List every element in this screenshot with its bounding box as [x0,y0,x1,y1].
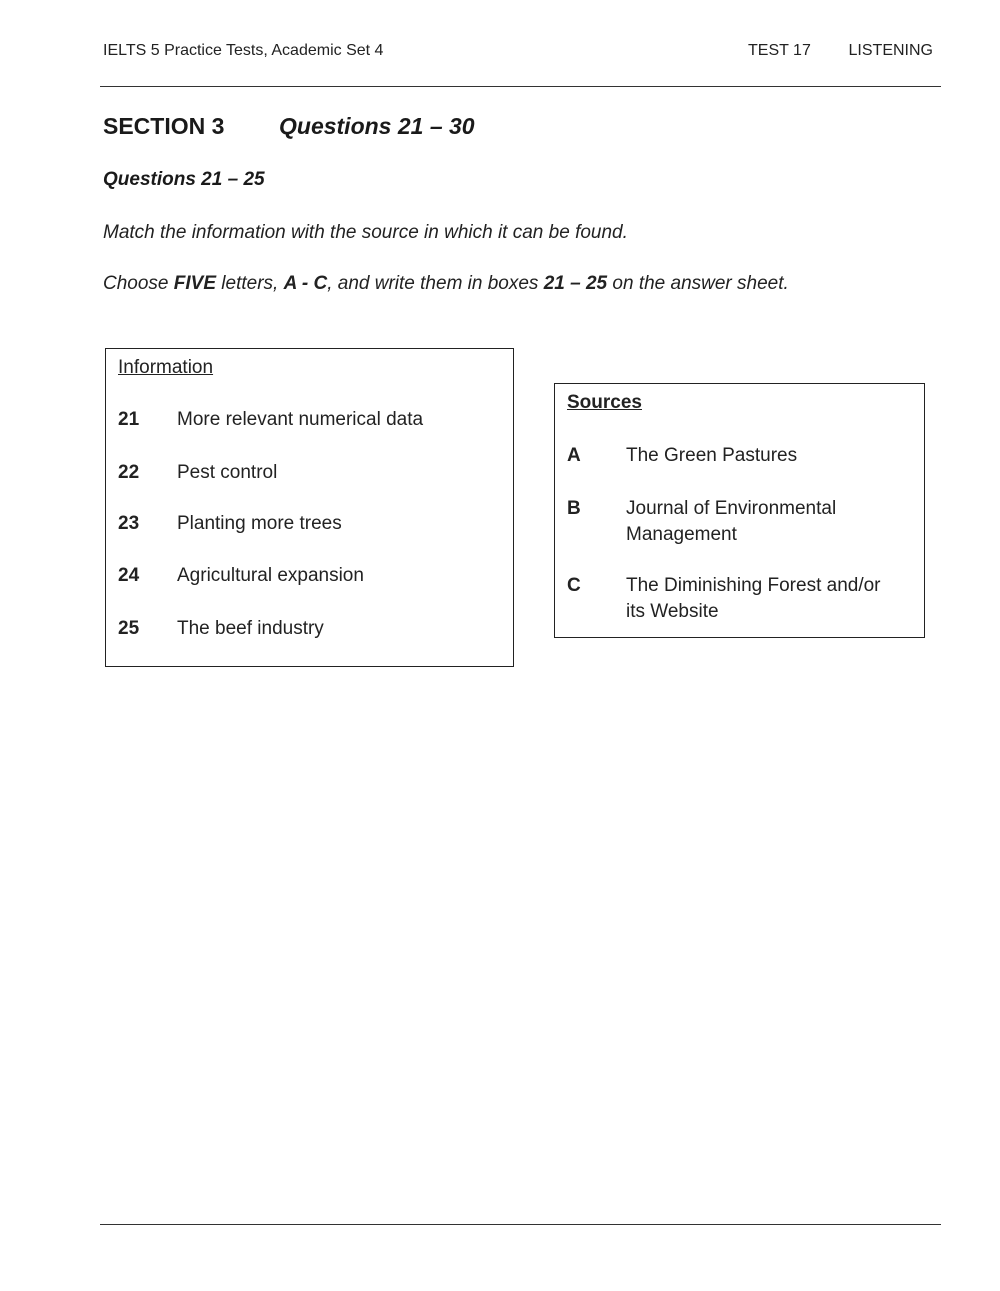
information-text: The beef industry [177,618,324,639]
page-header [103,42,933,64]
test-number: TEST 17 [748,42,811,59]
question-number: 22 [118,462,140,483]
sources-box [554,383,925,638]
information-text: Pest control [177,462,278,483]
information-text: Planting more trees [177,513,342,534]
subsection-heading: Questions 21 – 25 [103,169,265,190]
question-number: 24 [118,565,140,586]
section-range: Questions 21 – 30 [279,113,475,139]
sources-title: Sources [567,392,642,413]
source-text: The Green Pastures [626,445,798,466]
information-text: Agricultural expansion [177,565,364,586]
source-letter: B [567,498,581,519]
source-letter: A [567,445,581,466]
paper-name: LISTENING [848,42,933,59]
source-letter: C [567,575,581,596]
information-text: More relevant numerical data [177,409,424,430]
question-number: 23 [118,513,140,534]
question-number: 25 [118,618,140,639]
information-title: Information [118,357,214,378]
header-divider [100,86,941,87]
instruction-match: Match the information with the source in which it can be found. [103,222,628,243]
source-text: Journal of Environmental Management [626,498,837,545]
book-title: IELTS 5 Practice Tests, Academic Set 4 [103,42,384,59]
information-box [105,348,514,667]
instruction-choose: Choose FIVE letters, A - C, and write them in boxes 21 – 25 on the answer sheet. [103,273,789,294]
section-heading [103,113,475,140]
section-label: SECTION 3 [103,113,225,139]
footer-divider [100,1224,941,1225]
question-number: 21 [118,409,140,430]
source-text: The Diminishing Forest and/or its Website [626,575,881,622]
